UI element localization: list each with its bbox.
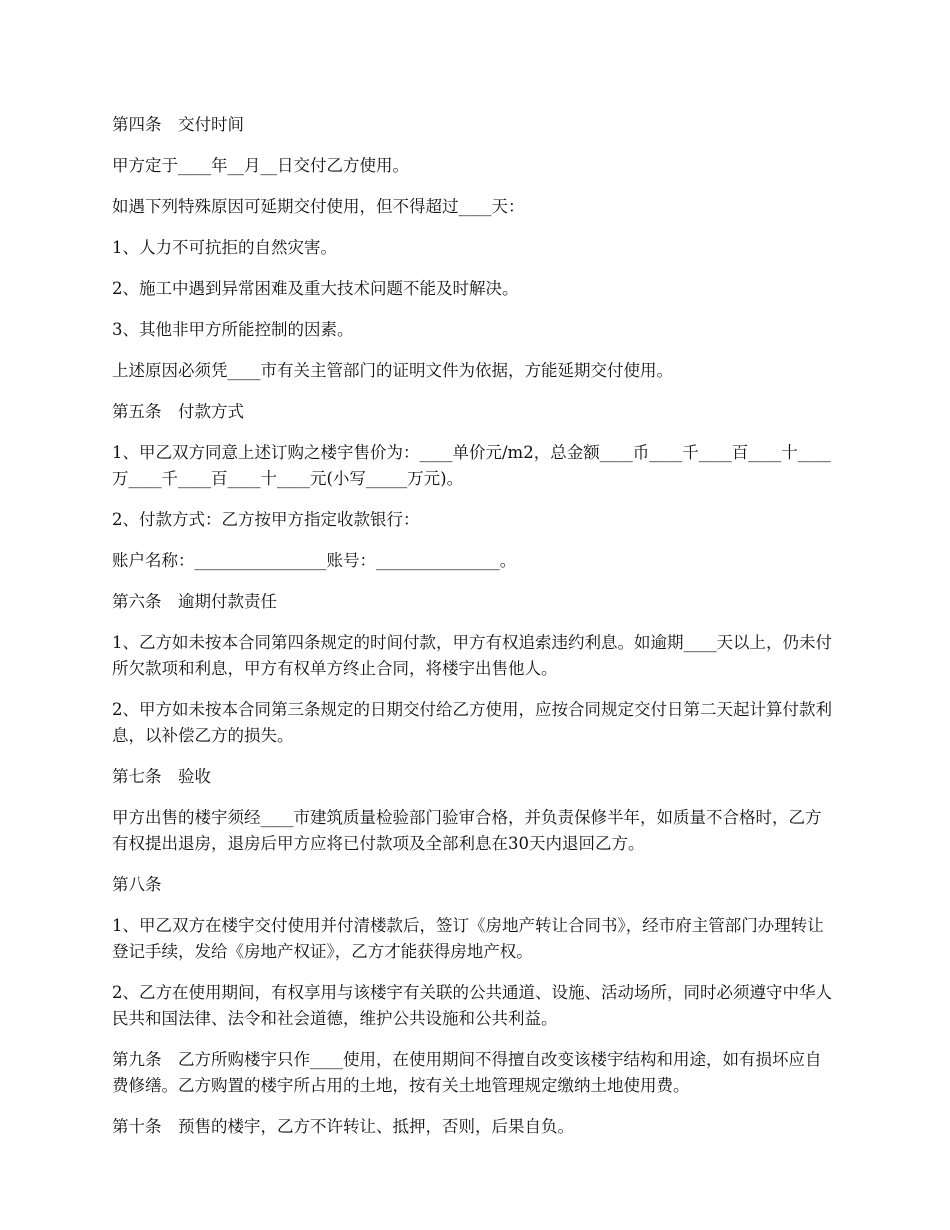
paragraph-payment-method: 2、付款方式：乙方按甲方指定收款银行： bbox=[112, 510, 420, 529]
paragraph-delay-conditions: 如遇下列特殊原因可延期交付使用，但不得超过____天： bbox=[112, 197, 525, 216]
paragraph-article-10: 第十条 预售的楼宇，乙方不许转让、抵押，否则，后果自负。 bbox=[112, 1117, 574, 1136]
list-item-other-factors: 3、其他非甲方所能控制的因素。 bbox=[112, 320, 354, 339]
paragraph-price: 1、甲乙双方同意上述订购之楼宇售价为：____单价元/m2，总金额____币____千____百____十____万____千____百____十____元(小写_____万元)。 bbox=[112, 443, 831, 488]
list-item-force-majeure: 1、人力不可抗拒的自然灾害。 bbox=[112, 238, 337, 257]
paragraph-proof-documents: 上述原因必须凭____市有关主管部门的证明文件为依据，方能延期交付使用。 bbox=[112, 361, 673, 380]
heading-article-5: 第五条 付款方式 bbox=[112, 402, 244, 421]
paragraph-usage-rights: 2、乙方在使用期间，有权享用与该楼宇有关联的公共通道、设施、活动场所，同时必须遵守中华人民共和国法律、法令和社会道德，维护公共设施和公共利益。 bbox=[112, 983, 832, 1028]
paragraph-late-payment-buyer: 1、乙方如未按本合同第四条规定的时间付款，甲方有权追索违约利息。如逾期____天以上，仍未付所欠款项和利息，甲方有权单方终止合同，将楼宇出售他人。 bbox=[112, 633, 832, 678]
heading-article-6: 第六条 逾期付款责任 bbox=[112, 592, 277, 611]
paragraph-article-9: 第九条 乙方所购楼宇只作____使用，在使用期间不得擅自改变该楼宇结构和用途，如有损坏应自费修缮。乙方购置的楼宇所占用的土地，按有关土地管理规定缴纳土地使用费。 bbox=[112, 1050, 822, 1095]
heading-article-7: 第七条 验收 bbox=[112, 767, 211, 786]
paragraph-transfer-registration: 1、甲乙双方在楼宇交付使用并付清楼款后，签订《房地产转让合同书》，经市府主管部门办理转让登记手续，发给《房地产权证》，乙方才能获得房地产权。 bbox=[112, 916, 824, 961]
paragraph-delivery-date: 甲方定于____年__月__日交付乙方使用。 bbox=[112, 156, 409, 175]
heading-article-4: 第四条 交付时间 bbox=[112, 115, 244, 134]
paragraph-account-info: 账户名称：________________账号：_______________。 bbox=[112, 551, 517, 570]
heading-article-8: 第八条 bbox=[112, 875, 162, 894]
paragraph-late-delivery-seller: 2、甲方如未按本合同第三条规定的日期交付给乙方使用，应按合同规定交付日第二天起计算付款利息，以补偿乙方的损失。 bbox=[112, 700, 832, 745]
list-item-construction-difficulty: 2、施工中遇到异常困难及重大技术问题不能及时解决。 bbox=[112, 279, 519, 298]
paragraph-inspection: 甲方出售的楼宇须经____市建筑质量检验部门验审合格，并负责保修半年，如质量不合格时，乙方有权提出退房，退房后甲方应将已付款项及全部利息在30天内退回乙方。 bbox=[112, 808, 822, 853]
